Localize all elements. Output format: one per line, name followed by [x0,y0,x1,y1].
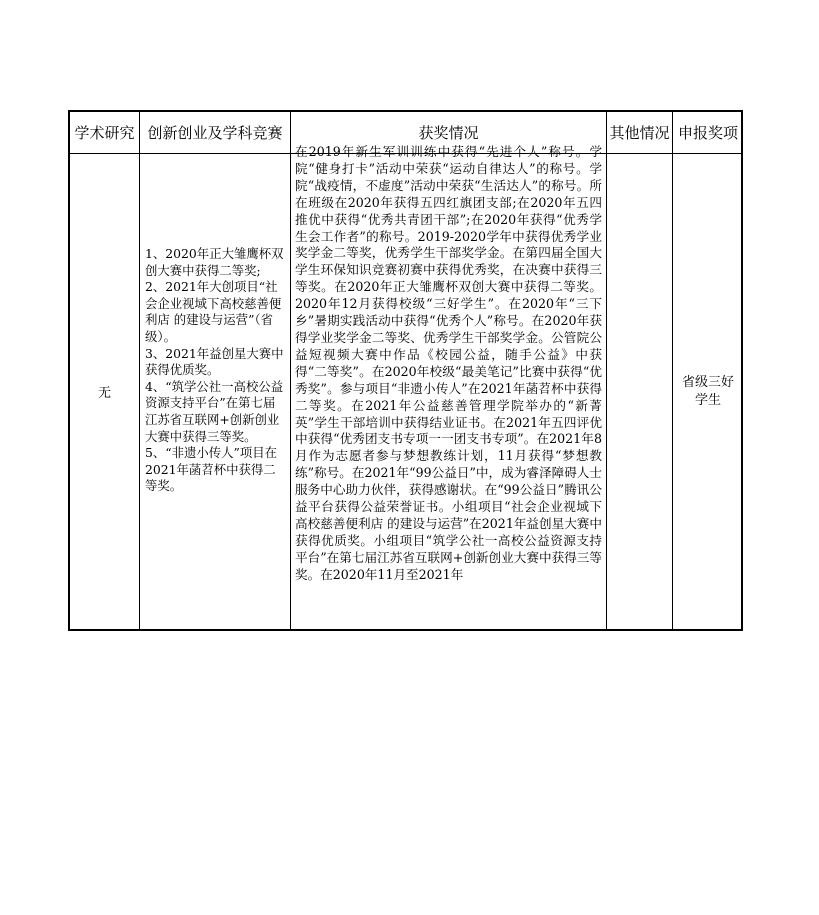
cell-apply: 省级三好学生 [681,374,734,408]
cell-other [607,154,672,629]
header-awards: 获奖情况 [418,123,479,142]
competition-item: 1、2020年正大雏鹰杯双创大赛中获得二等奖; [145,246,284,278]
competition-item: 5、“非遗小传人”项目在2021年菡苕杯中获得二等奖。 [145,445,278,494]
awards-text: 在2019年新生军训训练中获得“先进个人”称号。学院“健身打卡”活动中荣获“运动自律达人”的称号。学院“战疫情，不虚度”活动中荣获“生活达人”的称号。所在班级在2020年获得五四红旗团支部;在2020年五四推优中获得“优秀共青团干部”;在2020年获得“优秀学生会工作者”的称号。2019-2020学年中获得优秀学业奖学金二等奖，优秀学生干部奖学金。在第四届全国大学生环保知识竞赛初赛中获得优秀奖，在决赛中获得三等奖。在2020年正大雏鹰杯双创大赛中获得二等奖。2020年12月获得校级“三好学生”。在2020年“三下乡”暑期实践活动中获得“优秀个人”称号。在2020年获得学业奖学金二等奖、优秀学生干部奖学金。公管院公益短视频大赛中作品《校园公益，随手公益》中获得“二等奖”。在2020年校级“最美笔记”比赛中获得“优秀奖”。参与项目“非遗小传人”在2021年菡苕杯中获得二等奖。在2021年公益慈善管理学院举办的“新菁英”学生干部培训中获得结业证书。在2021年五四评优中获得“优秀团支书专项一一团支书专项”。在2021年8月作为志愿者参与梦想教练计划，11月获得“梦想教练”称号。在2021年“99公益日”中，成为睿泽障碍人士服务中心助力伙伴，获得感谢状。在“99公益日”腾讯公益平台获得公益荣誉证书。小组项目“社会企业视域下高校慈善便利店 的建设与运营”在2021年益创星大赛中获得优质奖。小组项目“筑学公社一高校公益资源支持平台”在第七届江苏省互联网+创新创业大赛中获得三等奖。在2020年11月至2021年 [295,144,602,582]
cell-academic: 无 [97,386,111,401]
cell-awards [291,144,606,629]
header-other: 其他情况 [609,123,670,142]
cell-competition [140,154,290,629]
competition-item: 2、2021年大创项目“社会企业视域下高校慈善便利店 的建设与运营”（省级）。 [145,279,282,344]
competition-item: 4、“筑学公社一高校公益资源支持平台”在第七届江苏省互联网+创新创业大赛中获得三等奖。 [145,378,284,444]
header-competition: 创新创业及学科竞赛 [147,123,283,142]
header-apply: 申报奖项 [677,123,738,142]
competition-item: 3、2021年益创星大赛中获得优质奖。 [145,345,284,378]
header-academic: 学术研究 [74,123,135,142]
award-table [68,110,743,631]
